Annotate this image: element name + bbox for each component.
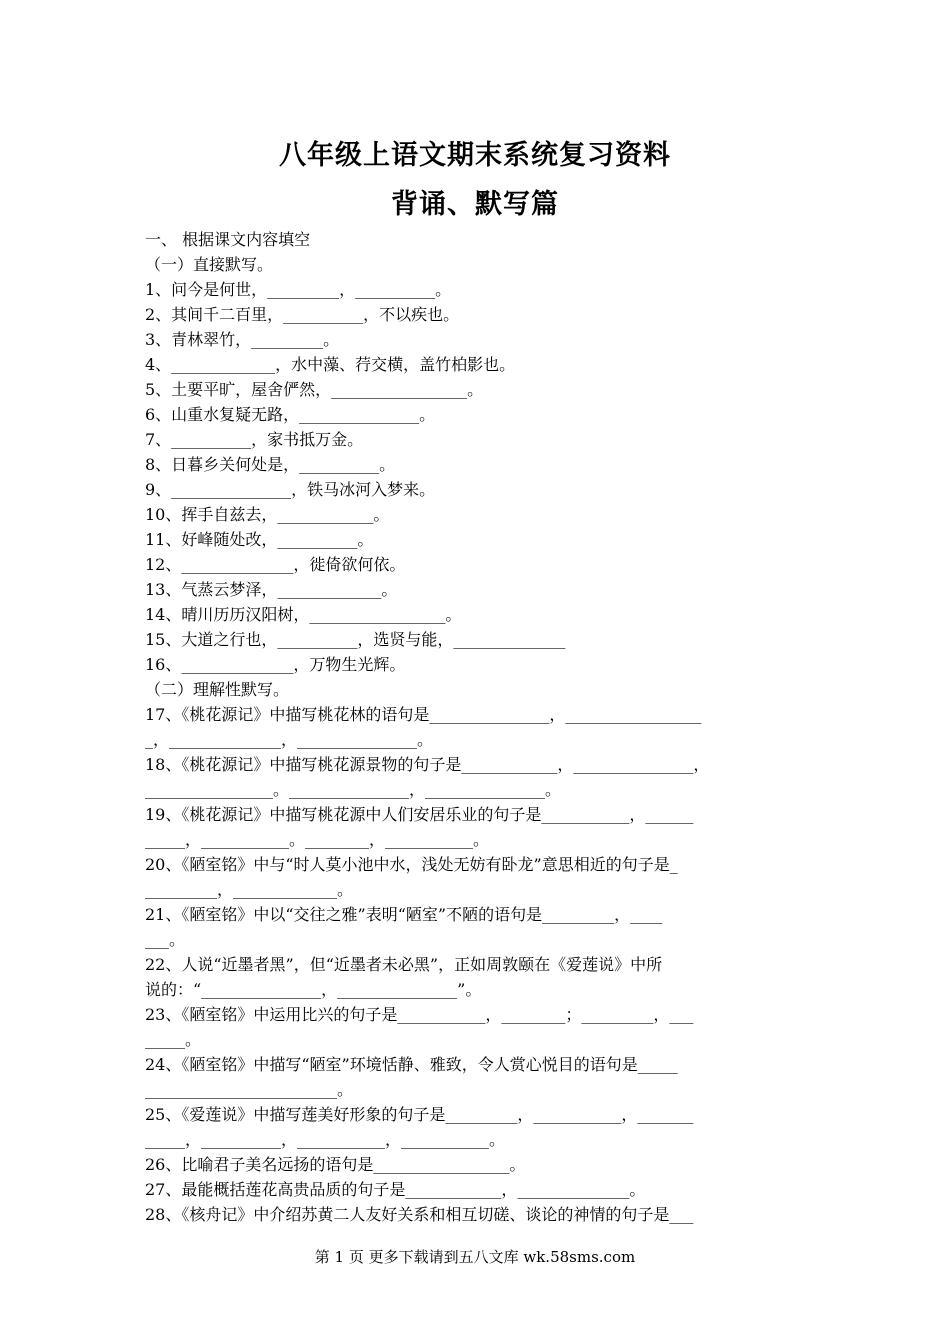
question-line: 4、_____________，水中藻、荇交横，盖竹柏影也。	[145, 355, 516, 374]
question-line: _________，_____________。	[145, 880, 354, 899]
section-heading: 一、 根据课文内容填空	[145, 230, 311, 249]
question-line: 11、好峰随处改，__________。	[145, 530, 374, 549]
question-line: 22、人说“近墨者黑”，但“近墨者未必黑”，正如周敦颐在《爱莲说》中所	[145, 955, 663, 974]
question-line: 6、山重水复疑无路，_______________。	[145, 405, 436, 424]
question-line: 27、最能概括莲花高贵品质的句子是____________，______________。	[145, 1180, 646, 1199]
question-line: _____。	[145, 1030, 202, 1049]
question-line: 10、挥手自兹去，____________。	[145, 505, 390, 524]
question-line: 1、问今是何世，_________，__________。	[145, 280, 452, 299]
question-line: 12、______________，徙倚欲何依。	[145, 555, 406, 574]
question-line: 15、大道之行也，__________，选贤与能，______________	[145, 630, 566, 649]
question-line: 26、比喻君子美名远扬的语句是_________________。	[145, 1155, 526, 1174]
question-line: 14、晴川历历汉阳树，_________________。	[145, 605, 462, 624]
question-line: _，______________，_______________。	[145, 730, 434, 749]
question-line: 21、《陋室铭》中以“交往之雅”表明“陋室”不陋的语句是_________，____	[145, 905, 663, 924]
question-line: _____，___________。________，___________。	[145, 830, 490, 849]
question-line: 17、《桃花源记》中描写桃花林的语句是_______________，_________________	[145, 705, 702, 724]
question-line: 2、其间千二百里，__________，不以疾也。	[145, 305, 460, 324]
question-line: 24、《陋室铭》中描写“陋室”环境恬静、雅致，令人赏心悦目的语句是_____	[145, 1055, 678, 1074]
question-line: 28、《核舟记》中介绍苏黄二人友好关系和相互切磋、谈论的神情的句子是___	[145, 1205, 694, 1224]
exercise-content	[145, 227, 810, 1227]
question-line: 3、青林翠竹，_________。	[145, 330, 340, 349]
question-line: 25、《爱莲说》中描写莲美好形象的句子是_________，___________，_______	[145, 1105, 694, 1124]
question-line: 7、__________，家书抵万金。	[145, 430, 364, 449]
question-line: 20、《陋室铭》中与“时人莫小池中水，浅处无妨有卧龙”意思相近的句子是_	[145, 855, 678, 874]
question-line: ___。	[145, 930, 186, 949]
question-line: 说的：“_______________，_______________”。	[145, 980, 482, 999]
question-line: 18、《桃花源记》中描写桃花源景物的句子是____________，_______________，	[145, 755, 710, 774]
page-footer: 第 1 页 更多下载请到五八文库 wk.58sms.com	[314, 1248, 636, 1266]
page-subtitle: 背诵、默写篇	[391, 189, 559, 220]
question-line: ________________。_______________，_______________。	[145, 780, 562, 799]
question-line: 13、气蒸云梦泽，_____________。	[145, 580, 398, 599]
question-line: 9、_______________，铁马冰河入梦来。	[145, 480, 436, 499]
subsection-heading: （二）理解性默写。	[145, 680, 290, 699]
question-line: 19、《桃花源记》中描写桃花源中人们安居乐业的句子是___________，______	[145, 805, 694, 824]
question-line: 23、《陋室铭》中运用比兴的句子是___________，________；_________，___	[145, 1005, 694, 1024]
question-line: _____，__________，___________，___________。	[145, 1130, 506, 1149]
question-line: 8、日暮乡关何处是，__________。	[145, 455, 396, 474]
subsection-heading: （一）直接默写。	[145, 255, 274, 274]
page-title: 八年级上语文期末系统复习资料	[279, 140, 671, 171]
question-line: ________________________。	[145, 1080, 354, 1099]
question-line: 5、土要平旷，屋舍俨然，_________________。	[145, 380, 484, 399]
question-line: 16、______________，万物生光辉。	[145, 655, 406, 674]
